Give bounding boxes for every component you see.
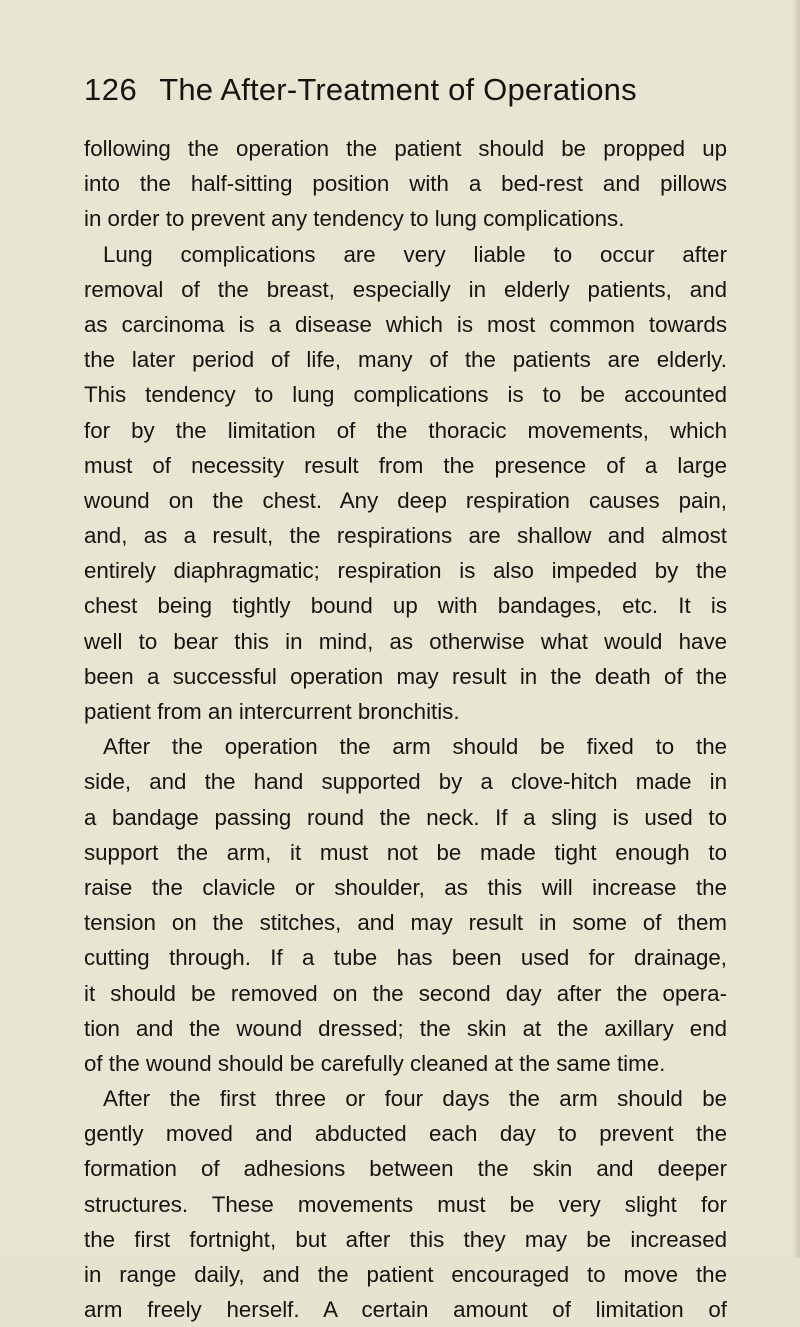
text-line: in range daily, and the patient encouraged to move the — [84, 1262, 727, 1287]
text-line: it should be removed on the second day after the opera- — [84, 980, 727, 1006]
text-line: support the arm, it must not be made tight enough to — [84, 839, 727, 865]
running-title: The After-Treatment of Operations — [159, 72, 637, 107]
text-line: raise the clavicle or shoulder, as this will increase the — [84, 874, 727, 900]
text-line: in order to prevent any tendency to lung complications. — [84, 206, 625, 232]
text-line: arm freely herself. A certain amount of limitation of — [84, 1297, 727, 1323]
text-line: cutting through. If a tube has been used for drainage, — [84, 945, 727, 971]
text-line: tion and the wound dressed; the skin at the axillary end — [84, 1015, 727, 1041]
text-line: must of necessity result from the presence of a large — [84, 452, 727, 478]
text-line: removal of the breast, especially in elderly patients, and — [84, 276, 727, 302]
text-line: into the half-sitting position with a bed-rest and pillows — [84, 171, 727, 197]
text-line: for by the limitation of the thoracic movements, which — [84, 417, 727, 443]
text-line: following the operation the patient should be propped up — [84, 136, 727, 161]
text-line: of the wound should be carefully cleaned at the same time. — [84, 1050, 666, 1076]
text-line: formation of adhesions between the skin and deeper — [84, 1156, 727, 1182]
text-line: patient from an intercurrent bronchitis. — [84, 699, 460, 724]
text-line: After the first three or four days the arm should be — [103, 1086, 727, 1112]
body-text — [84, 131, 727, 1327]
text-line: a bandage passing round the neck. If a sling is used to — [84, 804, 727, 830]
page-header — [84, 72, 724, 120]
text-line: side, and the hand supported by a clove-hitch made in — [84, 769, 727, 795]
page-number: 126 — [84, 72, 138, 107]
text-line: entirely diaphragmatic; respiration is also impeded by the — [84, 558, 727, 584]
text-line: After the operation the arm should be fixed to the — [103, 734, 727, 760]
text-line: This tendency to lung complications is to be accounted — [84, 382, 727, 408]
text-line: chest being tightly bound up with bandages, etc. It is — [84, 593, 727, 619]
text-line: wound on the chest. Any deep respiration causes pain, — [84, 487, 727, 513]
text-line: tension on the stitches, and may result in some of them — [84, 910, 727, 936]
text-line: the later period of life, many of the patients are elderly. — [84, 347, 727, 373]
text-line: as carcinoma is a disease which is most common towards — [84, 311, 727, 337]
text-line: gently moved and abducted each day to prevent the — [84, 1121, 727, 1147]
text-line: well to bear this in mind, as otherwise what would have — [84, 628, 727, 654]
text-line: the first fortnight, but after this they may be increased — [84, 1226, 727, 1252]
text-line: structures. These movements must be very slight for — [84, 1191, 727, 1217]
text-line: and, as a result, the respirations are shallow and almost — [84, 523, 727, 549]
text-line: Lung complications are very liable to occur after — [103, 241, 727, 267]
page-edge-shadow — [792, 0, 800, 1258]
text-line: been a successful operation may result in the death of the — [84, 663, 727, 689]
